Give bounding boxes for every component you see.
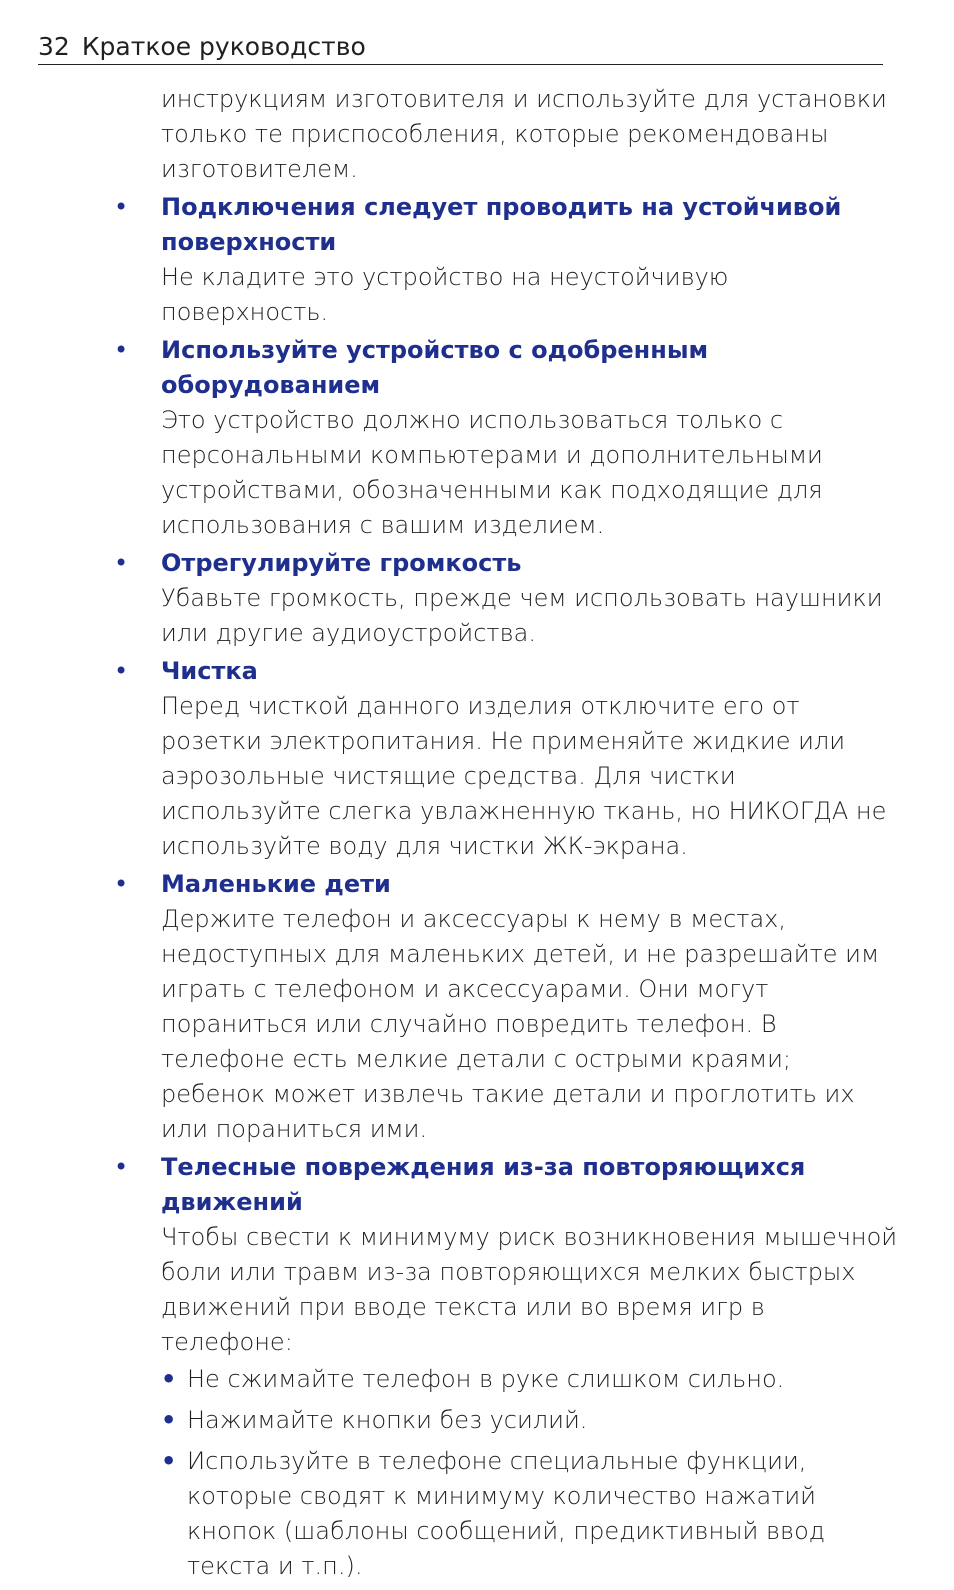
section-text: Не кладите это устройство на неустойчивую поверхность.: [161, 263, 729, 326]
bullet-icon: •: [114, 336, 129, 364]
sub-bullet-icon: •: [161, 1447, 177, 1475]
page-header: [38, 30, 883, 65]
section-approved-equipment: [0, 333, 954, 543]
sub-list-item-text: Не сжимайте телефон в руке слишком сильно.: [187, 1365, 785, 1393]
sub-list-item: [161, 1403, 907, 1438]
page-header-title: Краткое руководство: [81, 32, 366, 61]
section-repetitive-motion: [0, 1150, 954, 1584]
section-text: Чтобы свести к минимуму риск возникновения мышечной боли или травм из-за повторяющихся мелких быстрых движений при вводе текста или во время игр в телефоне:: [161, 1223, 898, 1356]
bullet-icon: •: [114, 1153, 129, 1181]
section-heading: Телесные повреждения из-за повторяющихся движений: [161, 1153, 806, 1216]
bullet-icon: •: [114, 549, 129, 577]
bullet-icon: •: [114, 870, 129, 898]
page-number: 32: [38, 32, 70, 61]
sub-list-item-text: Нажимайте кнопки без усилий.: [187, 1406, 588, 1434]
section-text: Перед чисткой данного изделия отключите его от розетки электропитания. Не применяйте жидкие или аэрозольные чистящие средства. Для чистки используйте слегка увлажненную ткань, но НИКОГДА не используйте воду для чистки ЖК-экрана.: [161, 692, 887, 860]
sub-list-item: [161, 1362, 907, 1397]
page-content: [0, 82, 954, 1590]
section-stable-surface: [0, 190, 954, 330]
section-heading: Подключения следует проводить на устойчивой поверхности: [161, 193, 842, 256]
section-text: Это устройство должно использоваться только с персональными компьютерами и дополнительными устройствами, обозначенными как подходящие для использования с вашим изделием.: [161, 406, 823, 539]
section-text: Держите телефон и аксессуары к нему в местах, недоступных для маленьких детей, и не разрешайте им играть с телефоном и аксессуарами. Они могут пораниться или случайно повредить телефон. В телефоне есть мелкие детали с острыми краями; ребенок может извлечь такие детали и проглотить их или пораниться ими.: [161, 905, 880, 1143]
section-text: Убавьте громкость, прежде чем использовать наушники или другие аудиоустройства.: [161, 584, 883, 647]
section-small-children: [0, 867, 954, 1147]
section-heading: Отрегулируйте громкость: [161, 549, 522, 577]
section-heading: Чистка: [161, 657, 258, 685]
intro-paragraph: инструкциям изготовителя и используйте для установки только те приспособления, которые рекомендованы изготовителем.: [161, 85, 887, 183]
sub-list-item-text: Используйте в телефоне специальные функции, которые сводят к минимуму количество нажатий кнопок (шаблоны сообщений, предиктивный ввод текста и т.п.).: [187, 1447, 826, 1580]
section-cleaning: [0, 654, 954, 864]
sub-list-item: [161, 1444, 907, 1584]
section-heading: Используйте устройство с одобренным оборудованием: [161, 336, 709, 399]
section-heading: Маленькие дети: [161, 870, 391, 898]
section-volume: [0, 546, 954, 651]
bullet-icon: •: [114, 193, 129, 221]
sub-bullet-icon: •: [161, 1365, 177, 1393]
bullet-icon: •: [114, 657, 129, 685]
sub-bullet-icon: •: [161, 1406, 177, 1434]
sub-list: [0, 1362, 954, 1584]
